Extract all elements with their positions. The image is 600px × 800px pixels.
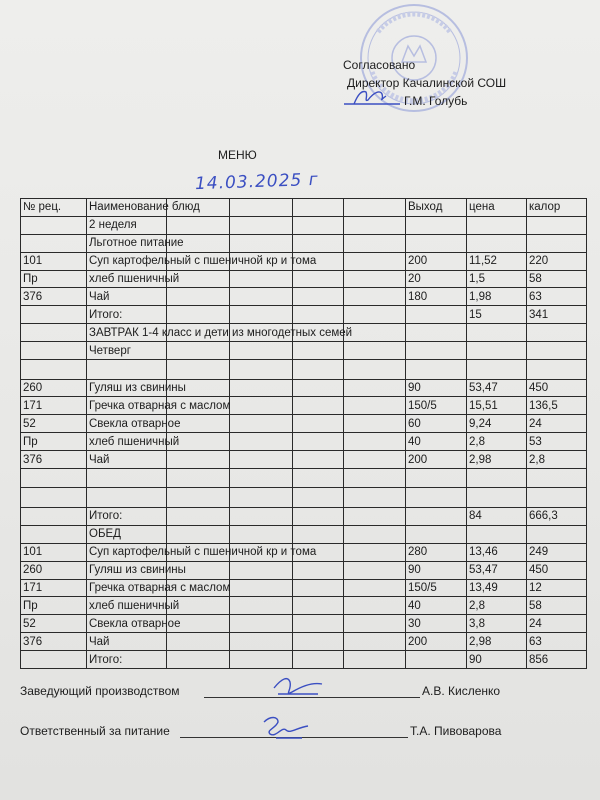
empty-cell	[167, 306, 230, 324]
empty-cell	[344, 342, 406, 360]
empty-cell	[230, 488, 293, 508]
calories-cell	[527, 360, 587, 380]
output-cell	[406, 324, 467, 342]
empty-cell	[344, 397, 406, 415]
price-cell: 13,49	[467, 579, 527, 597]
empty-cell	[344, 597, 406, 615]
output-cell: 200	[406, 633, 467, 651]
recipe-cell: 260	[21, 561, 87, 579]
calories-cell	[527, 324, 587, 342]
calories-cell: 24	[527, 415, 587, 433]
price-cell	[467, 342, 527, 360]
recipe-cell: 171	[21, 397, 87, 415]
output-cell: 200	[406, 451, 467, 469]
empty-cell	[230, 234, 293, 252]
table-row	[21, 451, 587, 469]
empty-cell	[344, 579, 406, 597]
table-row	[21, 415, 587, 433]
recipe-cell: 376	[21, 451, 87, 469]
dish-cell: Суп картофельный с пшеничной кр и тома	[87, 543, 167, 561]
empty-cell	[293, 415, 344, 433]
output-cell	[406, 342, 467, 360]
empty-cell	[293, 397, 344, 415]
output-cell: 90	[406, 561, 467, 579]
empty-cell	[293, 615, 344, 633]
calories-cell: 63	[527, 288, 587, 306]
price-cell	[467, 360, 527, 380]
price-cell: 90	[467, 651, 527, 669]
empty-cell	[293, 379, 344, 397]
dish-cell: Гречка отварная с маслом	[87, 397, 167, 415]
empty-cell	[344, 360, 406, 380]
empty-cell	[167, 488, 230, 508]
output-cell	[406, 525, 467, 543]
header-dish: Наименование блюд	[87, 199, 167, 217]
output-cell: 180	[406, 288, 467, 306]
output-cell	[406, 216, 467, 234]
empty-cell	[167, 288, 230, 306]
calories-cell: 58	[527, 597, 587, 615]
calories-cell: 24	[527, 615, 587, 633]
empty-cell	[344, 216, 406, 234]
output-cell	[406, 651, 467, 669]
recipe-cell: 101	[21, 252, 87, 270]
price-cell: 2,8	[467, 433, 527, 451]
dish-cell	[87, 468, 167, 488]
empty-cell	[230, 199, 293, 217]
empty-cell	[344, 543, 406, 561]
price-cell: 2,8	[467, 597, 527, 615]
empty-cell	[344, 324, 406, 342]
empty-cell	[344, 433, 406, 451]
table-row	[21, 561, 587, 579]
output-cell: 30	[406, 615, 467, 633]
menu-title: МЕНЮ	[218, 148, 257, 162]
empty-cell	[344, 561, 406, 579]
table-row	[21, 525, 587, 543]
nutrition-name: Т.А. Пивоварова	[410, 724, 502, 738]
dish-cell: Гуляш из свинины	[87, 561, 167, 579]
dish-cell: ЗАВТРАК 1-4 класс и дети из многодетных семей	[87, 324, 167, 342]
dish-cell: хлеб пшеничный	[87, 597, 167, 615]
dish-cell: Льготное питание	[87, 234, 167, 252]
empty-cell	[230, 379, 293, 397]
output-cell: 40	[406, 597, 467, 615]
nutrition-label: Ответственный за питание	[20, 724, 170, 738]
empty-cell	[167, 633, 230, 651]
empty-cell	[293, 360, 344, 380]
empty-cell	[167, 216, 230, 234]
empty-cell	[344, 651, 406, 669]
empty-cell	[344, 288, 406, 306]
calories-cell: 666,3	[527, 507, 587, 525]
menu-date-handwritten: 14.03.2025 г	[194, 169, 319, 195]
price-cell: 11,52	[467, 252, 527, 270]
price-cell: 1,5	[467, 270, 527, 288]
empty-cell	[344, 615, 406, 633]
calories-cell: 2,8	[527, 451, 587, 469]
table-row	[21, 651, 587, 669]
table-row	[21, 543, 587, 561]
empty-cell	[230, 615, 293, 633]
table-row	[21, 288, 587, 306]
output-cell: 150/5	[406, 579, 467, 597]
dish-cell: Чай	[87, 633, 167, 651]
table-row	[21, 507, 587, 525]
empty-cell	[230, 651, 293, 669]
dish-cell: Чай	[87, 451, 167, 469]
calories-cell: 12	[527, 579, 587, 597]
empty-cell	[167, 525, 230, 543]
price-cell	[467, 488, 527, 508]
calories-cell	[527, 488, 587, 508]
recipe-cell	[21, 216, 87, 234]
empty-cell	[293, 199, 344, 217]
output-cell	[406, 488, 467, 508]
calories-cell	[527, 525, 587, 543]
dish-cell: Чай	[87, 288, 167, 306]
empty-cell	[293, 216, 344, 234]
empty-cell	[230, 579, 293, 597]
recipe-cell	[21, 525, 87, 543]
price-cell: 9,24	[467, 415, 527, 433]
empty-cell	[293, 597, 344, 615]
price-cell	[467, 525, 527, 543]
table-row	[21, 379, 587, 397]
empty-cell	[230, 468, 293, 488]
dish-cell: хлеб пшеничный	[87, 270, 167, 288]
table-row	[21, 615, 587, 633]
calories-cell: 58	[527, 270, 587, 288]
output-cell: 60	[406, 415, 467, 433]
header-calories: калор	[527, 199, 587, 217]
dish-cell: Итого:	[87, 306, 167, 324]
recipe-cell	[21, 360, 87, 380]
recipe-cell: Пр	[21, 433, 87, 451]
empty-cell	[293, 451, 344, 469]
empty-cell	[344, 488, 406, 508]
empty-cell	[344, 234, 406, 252]
price-cell	[467, 234, 527, 252]
table-row	[21, 234, 587, 252]
output-cell: 20	[406, 270, 467, 288]
empty-cell	[230, 397, 293, 415]
output-cell: 200	[406, 252, 467, 270]
calories-cell	[527, 234, 587, 252]
table-row	[21, 252, 587, 270]
empty-cell	[230, 342, 293, 360]
dish-cell	[87, 360, 167, 380]
empty-cell	[344, 525, 406, 543]
header-recipe: № рец.	[21, 199, 87, 217]
empty-cell	[230, 525, 293, 543]
price-cell	[467, 216, 527, 234]
empty-cell	[293, 651, 344, 669]
empty-cell	[344, 199, 406, 217]
manager-label: Заведующий производством	[20, 684, 180, 698]
output-cell: 90	[406, 379, 467, 397]
recipe-cell: 52	[21, 615, 87, 633]
empty-cell	[344, 633, 406, 651]
recipe-cell	[21, 507, 87, 525]
calories-cell	[527, 342, 587, 360]
price-cell: 53,47	[467, 561, 527, 579]
calories-cell: 136,5	[527, 397, 587, 415]
empty-cell	[230, 507, 293, 525]
empty-cell	[230, 433, 293, 451]
output-cell: 40	[406, 433, 467, 451]
empty-cell	[293, 561, 344, 579]
empty-cell	[230, 597, 293, 615]
recipe-cell: 376	[21, 633, 87, 651]
price-cell: 84	[467, 507, 527, 525]
table-row	[21, 270, 587, 288]
dish-cell: Итого:	[87, 651, 167, 669]
recipe-cell: 260	[21, 379, 87, 397]
price-cell: 15	[467, 306, 527, 324]
price-cell	[467, 468, 527, 488]
recipe-cell	[21, 306, 87, 324]
price-cell: 2,98	[467, 451, 527, 469]
calories-cell: 63	[527, 633, 587, 651]
dish-cell: Гречка отварная с маслом	[87, 579, 167, 597]
table-row	[21, 360, 587, 380]
output-cell: 280	[406, 543, 467, 561]
empty-cell	[344, 468, 406, 488]
output-cell	[406, 306, 467, 324]
nutrition-signature	[256, 712, 316, 742]
empty-cell	[293, 468, 344, 488]
calories-cell: 220	[527, 252, 587, 270]
price-cell: 53,47	[467, 379, 527, 397]
calories-cell: 856	[527, 651, 587, 669]
calories-cell: 450	[527, 561, 587, 579]
header-price: цена	[467, 199, 527, 217]
empty-cell	[230, 415, 293, 433]
calories-cell: 249	[527, 543, 587, 561]
output-cell	[406, 507, 467, 525]
empty-cell	[293, 342, 344, 360]
empty-cell	[167, 342, 230, 360]
empty-cell	[344, 252, 406, 270]
calories-cell: 450	[527, 379, 587, 397]
price-cell: 2,98	[467, 633, 527, 651]
empty-cell	[230, 270, 293, 288]
calories-cell	[527, 468, 587, 488]
output-cell	[406, 234, 467, 252]
empty-cell	[293, 234, 344, 252]
price-cell	[467, 324, 527, 342]
empty-cell	[230, 216, 293, 234]
empty-cell	[344, 451, 406, 469]
price-cell: 1,98	[467, 288, 527, 306]
recipe-cell: Пр	[21, 597, 87, 615]
director-signature	[340, 86, 404, 108]
approval-name: Г.М. Голубь	[404, 94, 468, 108]
empty-cell	[230, 288, 293, 306]
table-row	[21, 324, 587, 342]
price-cell: 15,51	[467, 397, 527, 415]
price-cell: 3,8	[467, 615, 527, 633]
empty-cell	[167, 507, 230, 525]
empty-cell	[293, 270, 344, 288]
empty-cell	[293, 288, 344, 306]
empty-cell	[167, 468, 230, 488]
empty-cell	[344, 415, 406, 433]
table-row	[21, 342, 587, 360]
empty-cell	[344, 306, 406, 324]
table-row	[21, 216, 587, 234]
empty-cell	[293, 488, 344, 508]
recipe-cell: 376	[21, 288, 87, 306]
table-row	[21, 397, 587, 415]
empty-cell	[344, 379, 406, 397]
recipe-cell	[21, 342, 87, 360]
empty-cell	[293, 579, 344, 597]
price-cell: 13,46	[467, 543, 527, 561]
manager-name: А.В. Кисленко	[422, 684, 501, 698]
empty-cell	[167, 651, 230, 669]
recipe-cell: 101	[21, 543, 87, 561]
output-cell	[406, 468, 467, 488]
manager-signature	[268, 674, 328, 700]
empty-cell	[293, 633, 344, 651]
empty-cell	[167, 360, 230, 380]
header-output: Выход	[406, 199, 467, 217]
calories-cell: 341	[527, 306, 587, 324]
empty-cell	[293, 525, 344, 543]
empty-cell	[167, 451, 230, 469]
dish-cell	[87, 488, 167, 508]
dish-cell: ОБЕД	[87, 525, 167, 543]
empty-cell	[230, 306, 293, 324]
recipe-cell	[21, 468, 87, 488]
menu-table	[20, 198, 587, 669]
output-cell: 150/5	[406, 397, 467, 415]
table-header-row	[21, 199, 587, 217]
table-row	[21, 468, 587, 488]
empty-cell	[293, 507, 344, 525]
table-row	[21, 433, 587, 451]
empty-cell	[230, 360, 293, 380]
dish-cell: Итого:	[87, 507, 167, 525]
empty-cell	[230, 451, 293, 469]
recipe-cell: 171	[21, 579, 87, 597]
recipe-cell	[21, 234, 87, 252]
calories-cell	[527, 216, 587, 234]
table-row	[21, 488, 587, 508]
empty-cell	[230, 561, 293, 579]
empty-cell	[344, 507, 406, 525]
table-row	[21, 579, 587, 597]
recipe-cell	[21, 488, 87, 508]
empty-cell	[293, 433, 344, 451]
output-cell	[406, 360, 467, 380]
table-row	[21, 633, 587, 651]
dish-cell: Свекла отварное	[87, 615, 167, 633]
dish-cell: Гуляш из свинины	[87, 379, 167, 397]
calories-cell: 53	[527, 433, 587, 451]
table-row	[21, 306, 587, 324]
recipe-cell: 52	[21, 415, 87, 433]
empty-cell	[344, 270, 406, 288]
empty-cell	[230, 633, 293, 651]
recipe-cell	[21, 651, 87, 669]
dish-cell: Четверг	[87, 342, 167, 360]
empty-cell	[293, 306, 344, 324]
approval-role: Директор Качалинской СОШ	[347, 76, 507, 90]
recipe-cell	[21, 324, 87, 342]
dish-cell: хлеб пшеничный	[87, 433, 167, 451]
dish-cell: Суп картофельный с пшеничной кр и тома	[87, 252, 167, 270]
recipe-cell: Пр	[21, 270, 87, 288]
dish-cell: 2 неделя	[87, 216, 167, 234]
table-row	[21, 597, 587, 615]
dish-cell: Свекла отварное	[87, 415, 167, 433]
approval-title: Согласовано	[343, 58, 416, 72]
